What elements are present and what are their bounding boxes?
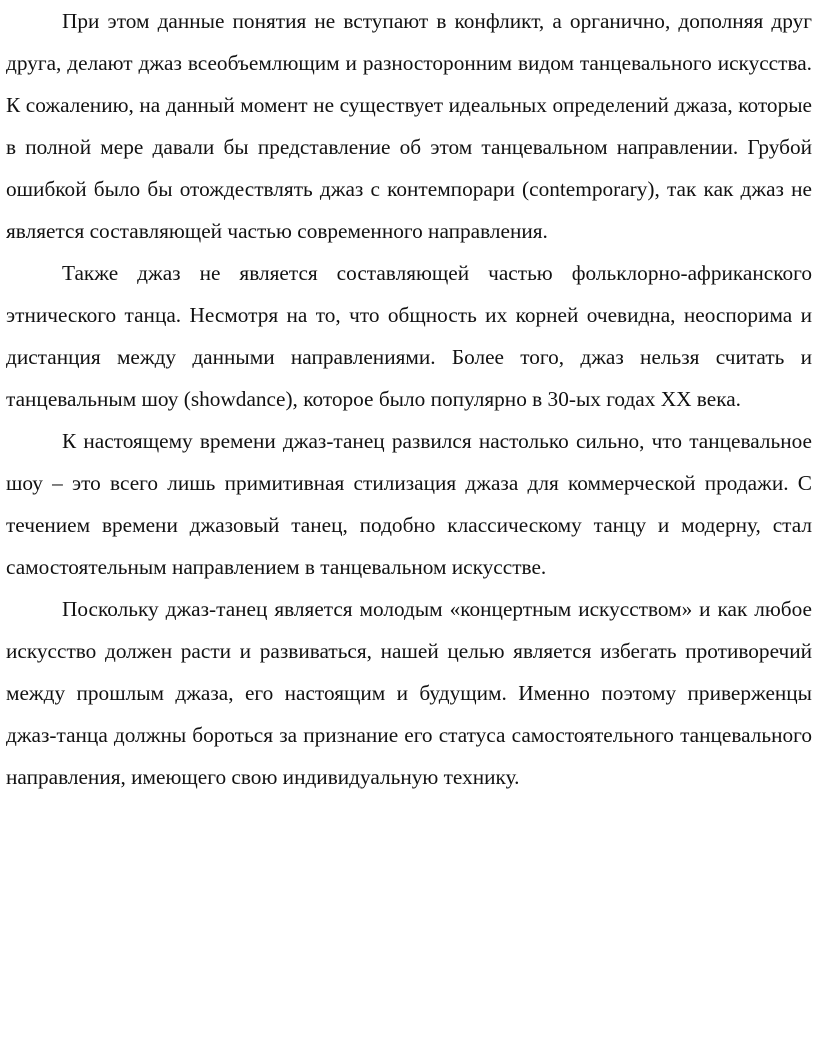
paragraph-4: Поскольку джаз-танец является молодым «концертным искусством» и как любое искусство должен расти и развиваться, нашей целью является избегать противоречий между прошлым джаза, его настоящим и будущим. Именно поэтому приверженцы джаз-танца должны бороться за признание его статуса самостоятельного танцевального направления, имеющего свою индивидуальную технику. [6, 597, 812, 789]
paragraph-2: Также джаз не является составляющей частью фольклорно-африканского этнического танца. Несмотря на то, что общность их корней очевидна, неоспорима и дистанция между данными направлениями. Более того, джаз нельзя считать и танцевальным шоу (showdance), которое было популярно в 30-ых годах XX века. [6, 261, 812, 411]
paragraph-3: К настоящему времени джаз-танец развился настолько сильно, что танцевальное шоу – это всего лишь примитивная стилизация джаза для коммерческой продажи. С течением времени джазовый танец, подобно классическому танцу и модерну, стал самостоятельным направлением в танцевальном искусстве. [6, 429, 812, 579]
document-page [6, 0, 812, 798]
paragraph-1: При этом данные понятия не вступают в конфликт, а органично, дополняя друг друга, делают джаз всеобъемлющим и разносторонним видом танцевального искусства. К сожалению, на данный момент не существует идеальных определений джаза, которые в полной мере давали бы представление об этом танцевальном направлении. Грубой ошибкой было бы отождествлять джаз с контемпорари (contemporary), так как джаз не является составляющей частью современного направления. [6, 9, 812, 243]
